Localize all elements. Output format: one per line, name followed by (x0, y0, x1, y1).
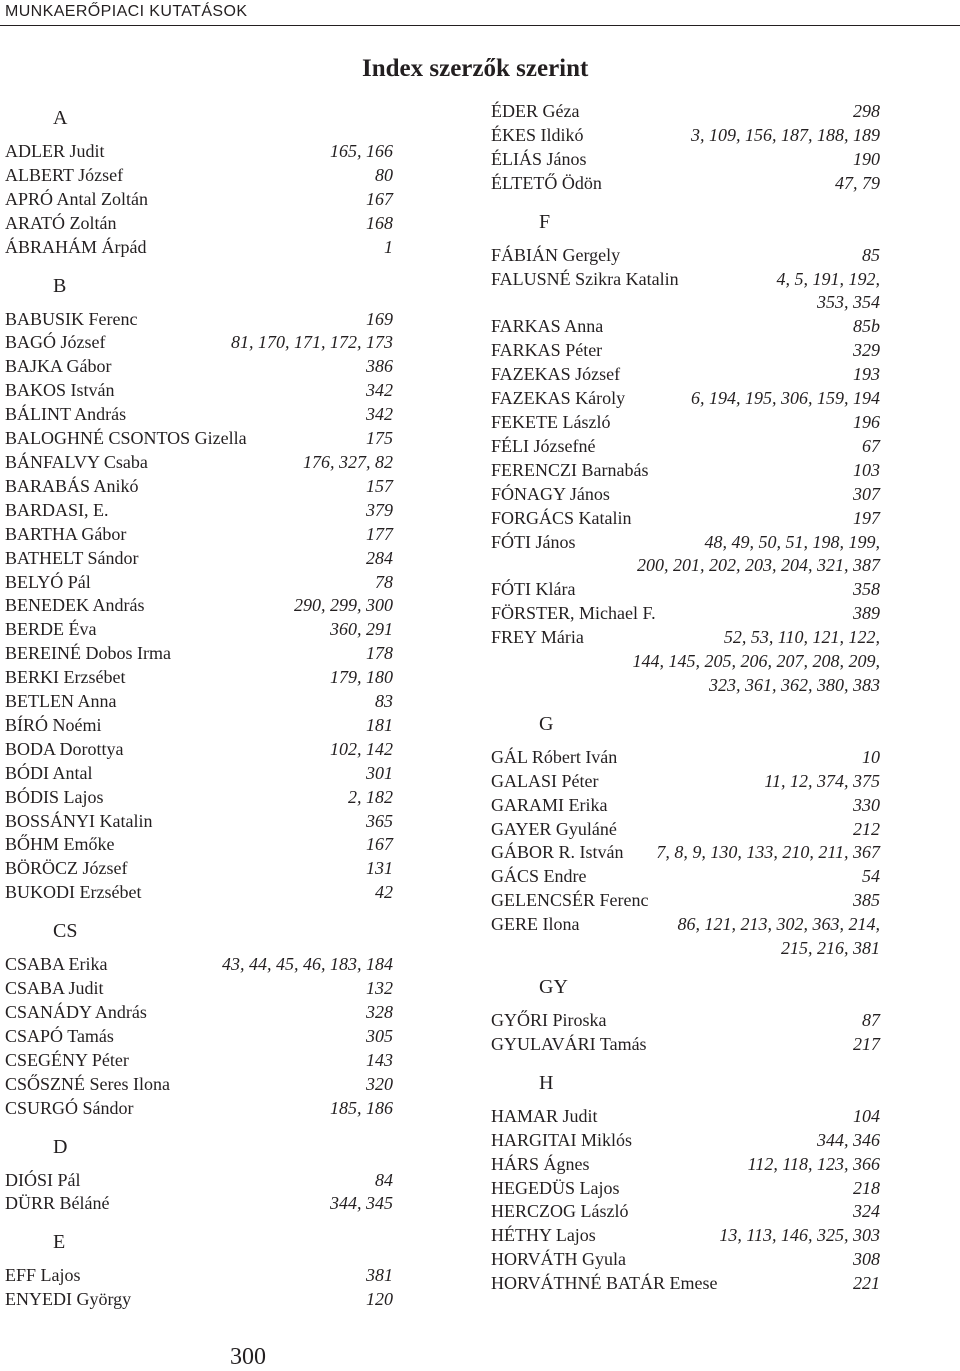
page-references: 85b (853, 316, 880, 337)
author-name: GYŐRI Piroska (491, 1010, 607, 1030)
page-references: 305 (366, 1025, 393, 1046)
page-references: 358 (853, 579, 880, 600)
page-references: 167 (366, 834, 393, 855)
author-name: HERCZOG László (491, 1201, 629, 1222)
page-references-continued: 144, 145, 205, 206, 207, 208, 209, (632, 651, 880, 672)
page-references: 4, 5, 191, 192, (776, 268, 880, 289)
author-name: HEGEDÜS Lajos (491, 1177, 620, 1198)
author-name: FERENCZI Barnabás (491, 459, 649, 480)
page-references: 132 (366, 978, 393, 999)
author-name: BETLEN Anna (5, 691, 117, 712)
page-references: 52, 53, 110, 121, 122, (723, 627, 880, 648)
author-name: FÉLI Józsefné (491, 435, 596, 456)
author-name: ENYEDI György (5, 1289, 132, 1310)
page-references: 389 (853, 603, 880, 624)
page-references: 104 (853, 1105, 880, 1126)
author-name: HARGITAI Miklós (491, 1129, 633, 1150)
index-entry (5, 1049, 393, 1073)
section-letter: D (53, 1135, 68, 1158)
page-references: 102, 142 (330, 738, 393, 759)
index-entry (491, 626, 880, 698)
page-references: 168 (366, 212, 393, 233)
author-name: BERDE Éva (5, 619, 97, 640)
author-name: BODA Dorottya (5, 738, 124, 759)
page-references: 190 (853, 148, 880, 169)
index-entry (491, 1200, 880, 1224)
section-letter: GY (539, 976, 568, 998)
author-name: DÜRR Béláné (5, 1193, 110, 1214)
page-references: 87 (862, 1010, 880, 1030)
author-name: GÁCS Endre (491, 866, 587, 887)
index-entry (5, 523, 393, 547)
author-name: BŐHM Emőke (5, 834, 115, 855)
author-name: ÉKES Ildikó (491, 124, 584, 145)
index-entry (5, 212, 393, 236)
author-name: HÉTHY Lajos (491, 1225, 596, 1246)
page-references: 6, 194, 195, 306, 159, 194 (691, 388, 880, 409)
page-references: 42 (375, 882, 393, 903)
author-name: FAZEKAS József (491, 364, 621, 385)
index-entry (491, 411, 880, 435)
index-entry (491, 363, 880, 387)
author-name: CSŐSZNÉ Seres Ilona (5, 1073, 170, 1094)
author-name: CSEGÉNY Péter (5, 1049, 129, 1070)
index-entry (5, 1025, 393, 1049)
index-entry (5, 475, 393, 499)
author-name: FORGÁCS Katalin (491, 507, 632, 528)
index-entry (491, 1009, 880, 1033)
index-column-left (5, 100, 393, 1312)
index-entry (491, 435, 880, 459)
index-entry (491, 578, 880, 602)
author-name: FAZEKAS Károly (491, 388, 626, 409)
index-entry (5, 331, 393, 355)
page-references: 218 (853, 1177, 880, 1198)
page-references: 81, 170, 171, 172, 173 (231, 332, 393, 353)
index-entry (491, 172, 880, 196)
index-entry (491, 1105, 880, 1129)
page-references: 86, 121, 213, 302, 363, 214, (677, 914, 880, 935)
author-name: BALOGHNÉ CSONTOS Gizella (5, 428, 247, 449)
page-references: 54 (862, 866, 880, 887)
author-name: CSURGÓ Sándor (5, 1097, 134, 1118)
author-name: FARKAS Péter (491, 340, 603, 361)
author-name: FÁBIÁN Gergely (491, 244, 621, 265)
section-letter: E (53, 1231, 66, 1254)
index-entry (491, 1177, 880, 1201)
page-references: 169 (366, 308, 393, 329)
index-entry (5, 1073, 393, 1097)
page-references: 381 (366, 1265, 393, 1286)
author-name: HORVÁTH Gyula (491, 1249, 627, 1270)
index-entry (491, 1033, 880, 1057)
index-entry (5, 642, 393, 666)
author-name: FÓNAGY János (491, 483, 610, 504)
page-references: 43, 44, 45, 46, 183, 184 (222, 954, 393, 975)
index-entry (491, 1129, 880, 1153)
page-references: 165, 166 (330, 141, 393, 161)
page-references: 301 (366, 762, 393, 783)
section-letter: CS (53, 920, 78, 943)
index-entry (5, 140, 393, 164)
author-name: BABUSIK Ferenc (5, 308, 138, 329)
page-references: 217 (853, 1033, 880, 1054)
index-entry (491, 889, 880, 913)
page-references: 67 (862, 435, 880, 456)
author-name: BÓDIS Lajos (5, 786, 104, 807)
author-name: FREY Mária (491, 627, 584, 648)
page-number: 300 (230, 1344, 266, 1370)
page-references: 103 (853, 459, 880, 480)
page-references-continued: 200, 201, 202, 203, 204, 321, 387 (637, 555, 880, 576)
page-title: Index szerzők szerint (362, 55, 589, 82)
index-entry (5, 571, 393, 595)
index-entry (491, 387, 880, 411)
page-references: 2, 182 (348, 786, 393, 807)
index-section (5, 1230, 393, 1312)
index-entry (491, 531, 880, 579)
index-entry (491, 268, 880, 316)
author-name: BÍRÓ Noémi (5, 714, 102, 735)
author-name: FÖRSTER, Michael F. (491, 603, 656, 624)
author-name: HORVÁTHNÉ BATÁR Emese (491, 1273, 718, 1294)
index-entry (491, 913, 880, 961)
index-section (5, 106, 393, 260)
page-references: 178 (366, 643, 393, 664)
page-references: 177 (366, 523, 393, 544)
page-references: 48, 49, 50, 51, 198, 199, (704, 531, 880, 552)
page-references: 360, 291 (330, 619, 393, 640)
author-name: BOSSÁNYI Katalin (5, 810, 153, 831)
author-name: ÁBRAHÁM Árpád (5, 236, 147, 257)
author-name: GÁL Róbert Iván (491, 746, 618, 767)
journal-title: MUNKAERŐPIACI KUTATÁSOK (5, 3, 248, 20)
page-references: 13, 113, 146, 325, 303 (719, 1225, 880, 1246)
author-name: BERKI Erzsébet (5, 667, 126, 688)
author-name: BÓDI Antal (5, 762, 93, 783)
index-entry (5, 953, 393, 977)
section-letter: H (539, 1071, 554, 1094)
running-header (0, 0, 960, 30)
author-name: BÁNFALVY Csaba (5, 451, 148, 472)
author-name: FEKETE László (491, 411, 611, 432)
page-references: 342 (366, 380, 393, 401)
index-entry (5, 857, 393, 881)
page-references: 329 (853, 340, 880, 361)
author-name: BARDASI, E. (5, 499, 109, 520)
index-section (491, 975, 880, 1057)
index-entry (491, 794, 880, 818)
author-name: BAJKA Gábor (5, 356, 112, 377)
index-section (5, 919, 393, 1120)
author-name: GARAMI Erika (491, 794, 608, 815)
page-references: 193 (853, 364, 880, 385)
index-entry (491, 148, 880, 172)
index-entry (5, 1288, 393, 1312)
page-references: 365 (366, 810, 393, 831)
index-entry (5, 499, 393, 523)
page-references: 344, 345 (330, 1193, 393, 1214)
index-entry (5, 594, 393, 618)
page-references: 290, 299, 300 (294, 595, 393, 616)
index-entry (5, 547, 393, 571)
page-references-continued: 353, 354 (817, 292, 880, 313)
page-references: 7, 8, 9, 130, 133, 210, 211, 367 (656, 842, 880, 863)
author-name: GERE Ilona (491, 914, 580, 935)
index-entry (5, 308, 393, 332)
author-name: BATHELT Sándor (5, 547, 139, 568)
section-letter: A (53, 107, 68, 129)
index-section (5, 1135, 393, 1217)
author-name: APRÓ Antal Zoltán (5, 188, 148, 209)
index-entry (5, 1264, 393, 1288)
page-references: 330 (853, 794, 880, 815)
author-name: GALASI Péter (491, 770, 599, 791)
author-name: CSANÁDY András (5, 1002, 147, 1022)
author-name: BUKODI Erzsébet (5, 882, 142, 903)
section-letter: F (539, 210, 551, 233)
author-name: CSABA Erika (5, 954, 108, 975)
index-entry (491, 1248, 880, 1272)
page-references: 284 (366, 547, 393, 568)
author-name: GAYER Gyuláné (491, 818, 617, 839)
index-entry (491, 507, 880, 531)
author-name: FÓTI János (491, 531, 576, 552)
page-references: 83 (375, 691, 393, 712)
page-references: 342 (366, 404, 393, 425)
index-entry (491, 100, 880, 124)
page-references: 386 (366, 356, 393, 377)
page-references: 131 (366, 858, 393, 879)
index-entry (491, 770, 880, 794)
author-name: ÉLIÁS János (491, 148, 587, 169)
page-references: 143 (366, 1049, 393, 1070)
page-references: 78 (375, 571, 393, 592)
author-name: BÖRÖCZ József (5, 858, 128, 879)
author-name: BENEDEK András (5, 595, 145, 616)
author-name: BAKOS István (5, 380, 115, 401)
index-entry (5, 762, 393, 786)
page-references: 176, 327, 82 (303, 451, 393, 472)
index-entry (491, 1272, 880, 1296)
author-name: CSABA Judit (5, 978, 104, 999)
section-letter: B (53, 274, 67, 297)
index-entry (491, 1224, 880, 1248)
author-name: ALBERT József (5, 164, 124, 185)
page-references: 80 (375, 164, 393, 185)
index-entry (5, 833, 393, 857)
index-entry (5, 427, 393, 451)
header-divider (0, 25, 960, 26)
index-entry (5, 714, 393, 738)
author-name: FALUSNÉ Szikra Katalin (491, 268, 679, 289)
page-references: 298 (853, 101, 880, 121)
page-references: 328 (366, 1002, 393, 1022)
index-entry (5, 810, 393, 834)
author-name: FARKAS Anna (491, 316, 604, 337)
page-references: 84 (375, 1169, 393, 1190)
page-references: 212 (853, 818, 880, 839)
page-references: 85 (862, 244, 880, 265)
index-entry (5, 188, 393, 212)
index-entry (5, 977, 393, 1001)
index-entry (5, 1097, 393, 1121)
page-references: 320 (366, 1073, 393, 1094)
page-references: 385 (853, 890, 880, 911)
page-references: 185, 186 (330, 1097, 393, 1118)
index-entry (5, 355, 393, 379)
index-entry (5, 451, 393, 475)
index-entry (491, 841, 880, 865)
author-name: BELYÓ Pál (5, 571, 91, 592)
index-entry (5, 1169, 393, 1193)
page-references: 181 (366, 714, 393, 735)
index-entry (5, 618, 393, 642)
index-entry (491, 602, 880, 626)
index-entry (5, 1192, 393, 1216)
page-references: 307 (853, 483, 880, 504)
page-references: 1 (384, 236, 393, 257)
index-entry (491, 1153, 880, 1177)
page-references-continued: 323, 361, 362, 380, 383 (709, 674, 880, 695)
author-name: FÓTI Klára (491, 579, 576, 600)
index-entry (5, 403, 393, 427)
index-entry (5, 786, 393, 810)
page-references: 324 (853, 1201, 880, 1222)
author-name: BÁLINT András (5, 404, 127, 425)
index-entry (491, 483, 880, 507)
index-column-right (491, 100, 880, 1296)
index-entry (491, 244, 880, 268)
author-name: HÁRS Ágnes (491, 1153, 590, 1174)
index-entry (5, 1001, 393, 1025)
index-entry (491, 339, 880, 363)
page-references: 175 (366, 428, 393, 449)
index-entry (5, 236, 393, 260)
page-references-continued: 215, 216, 381 (781, 938, 880, 959)
index-section (491, 712, 880, 961)
page-references: 379 (366, 499, 393, 520)
index-section (491, 100, 880, 196)
author-name: GYULAVÁRI Tamás (491, 1033, 647, 1054)
author-name: EFF Lajos (5, 1265, 81, 1286)
author-name: BEREINÉ Dobos Irma (5, 643, 171, 664)
index-entry (491, 865, 880, 889)
index-entry (491, 124, 880, 148)
section-letter: G (539, 712, 554, 735)
author-name: BAGÓ József (5, 332, 106, 353)
index-entry (5, 666, 393, 690)
index-entry (5, 379, 393, 403)
index-entry (491, 746, 880, 770)
index-entry (5, 164, 393, 188)
author-name: CSAPÓ Tamás (5, 1025, 114, 1046)
author-name: GELENCSÉR Ferenc (491, 890, 649, 911)
page-references: 308 (853, 1249, 880, 1270)
index-entry (5, 738, 393, 762)
author-name: BARTHA Gábor (5, 523, 127, 544)
page-references: 47, 79 (835, 172, 880, 193)
page-references: 3, 109, 156, 187, 188, 189 (691, 124, 880, 145)
page-references: 197 (853, 507, 880, 528)
index-section (491, 210, 880, 698)
author-name: ADLER Judit (5, 141, 105, 161)
index-entry (491, 315, 880, 339)
page-references: 112, 118, 123, 366 (747, 1153, 880, 1174)
index-entry (491, 459, 880, 483)
page-references: 157 (366, 475, 393, 496)
index-entry (491, 818, 880, 842)
author-name: HAMAR Judit (491, 1105, 598, 1126)
page-references: 196 (853, 411, 880, 432)
page-references: 10 (862, 746, 880, 767)
page-references: 179, 180 (330, 667, 393, 688)
author-name: BARABÁS Anikó (5, 475, 139, 496)
author-name: ÉLTETŐ Ödön (491, 172, 602, 193)
author-name: DIÓSI Pál (5, 1169, 81, 1190)
author-name: GÁBOR R. István (491, 842, 624, 863)
index-section (491, 1071, 880, 1296)
index-entry (5, 881, 393, 905)
index-section (5, 274, 393, 906)
index-entry (5, 690, 393, 714)
author-name: ÉDER Géza (491, 101, 580, 121)
author-name: ARATÓ Zoltán (5, 212, 117, 233)
page-references: 344, 346 (817, 1129, 880, 1150)
page-references: 11, 12, 374, 375 (764, 770, 880, 791)
page-references: 120 (366, 1289, 393, 1310)
page-references: 221 (853, 1273, 880, 1294)
page-references: 167 (366, 188, 393, 209)
